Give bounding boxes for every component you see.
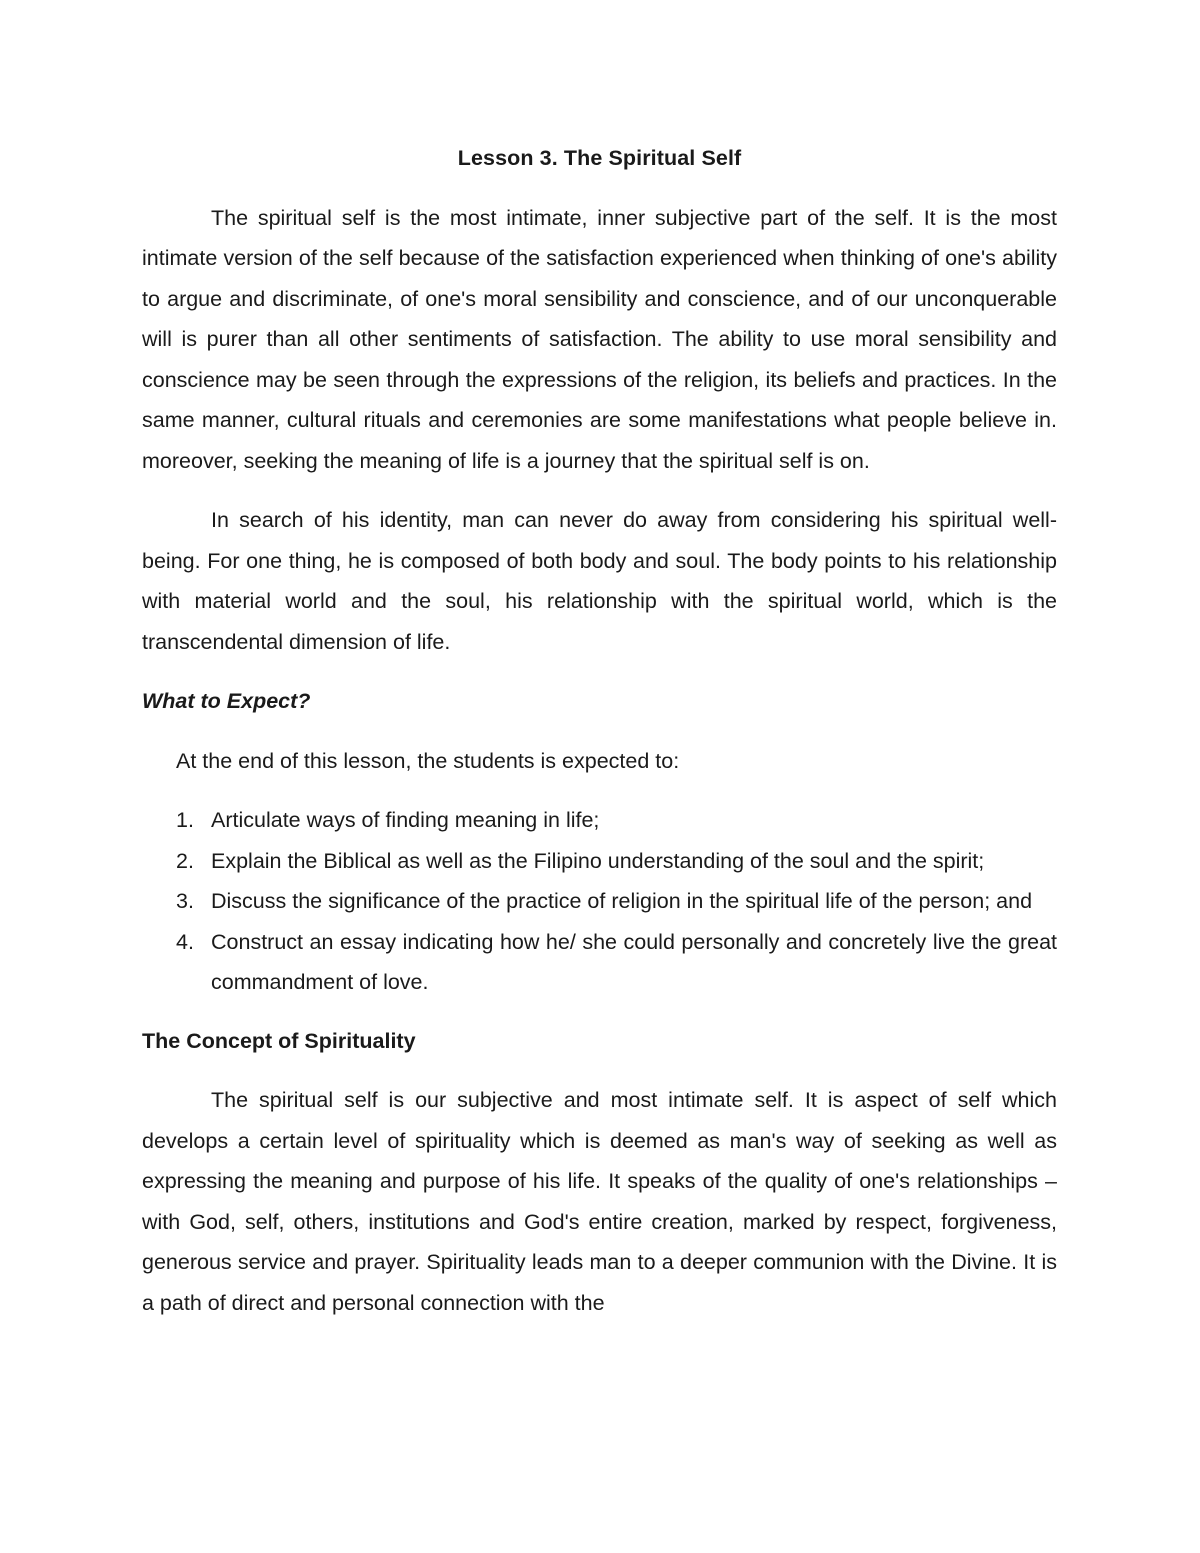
list-item	[142, 881, 1057, 922]
expect-heading: What to Expect?	[142, 689, 311, 713]
list-item-text: Articulate ways of finding meaning in life;	[211, 808, 600, 832]
document-page	[142, 138, 1057, 1342]
list-item-number: 4.	[176, 929, 194, 954]
list-item	[142, 922, 1057, 1003]
concept-paragraph: The spiritual self is our subjective and most intimate self. It is aspect of self which develops a certain level of spirituality which is deemed as man's way of seeking as well as expressing the meaning and purpose of his life. It speaks of the quality of one's relationships – with God, self, others, institutions and God's entire creation, marked by respect, forgiveness, generous service and prayer. Spirituality leads man to a deeper communion with the Divine. It is a path of direct and personal connection with the	[142, 1088, 1057, 1315]
list-item-text: Construct an essay indicating how he/ she could personally and concretely live the great commandment of love.	[211, 929, 1057, 994]
page-title: Lesson 3. The Spiritual Self	[457, 146, 742, 170]
list-item-number: 1.	[176, 808, 194, 832]
expect-intro: At the end of this lesson, the students is expected to:	[176, 748, 680, 773]
list-item-number: 2.	[176, 848, 194, 873]
list-item-number: 3.	[176, 889, 194, 913]
list-item-text: Explain the Biblical as well as the Filipino understanding of the soul and the spirit;	[211, 848, 985, 873]
concept-heading: The Concept of Spirituality	[142, 1028, 416, 1053]
intro-paragraph-1: The spiritual self is the most intimate, inner subjective part of the self. It is the most intimate version of the self because of the satisfaction experienced when thinking of one's ability to argue and discriminate, of one's moral sensibility and conscience, and of our unconquerable will is purer than all other sentiments of satisfaction. The ability to use moral sensibility and conscience may be seen through the expressions of the religion, its beliefs and practices. In the same manner, cultural rituals and ceremonies are some manifestations what people believe in. moreover, seeking the meaning of life is a journey that the spiritual self is on.	[142, 205, 1057, 473]
list-item-text: Discuss the significance of the practice of religion in the spiritual life of the person; and	[211, 889, 1033, 913]
intro-paragraph-2: In search of his identity, man can never do away from considering his spiritual well- being. For one thing, he is composed of both body and soul. The body points to his relationship with material world and the soul, his relationship with the spiritual world, which is the transcendental dimension of life.	[142, 508, 1057, 654]
list-item	[142, 841, 1057, 882]
objectives-list	[142, 800, 1057, 1003]
list-item	[142, 800, 1057, 841]
